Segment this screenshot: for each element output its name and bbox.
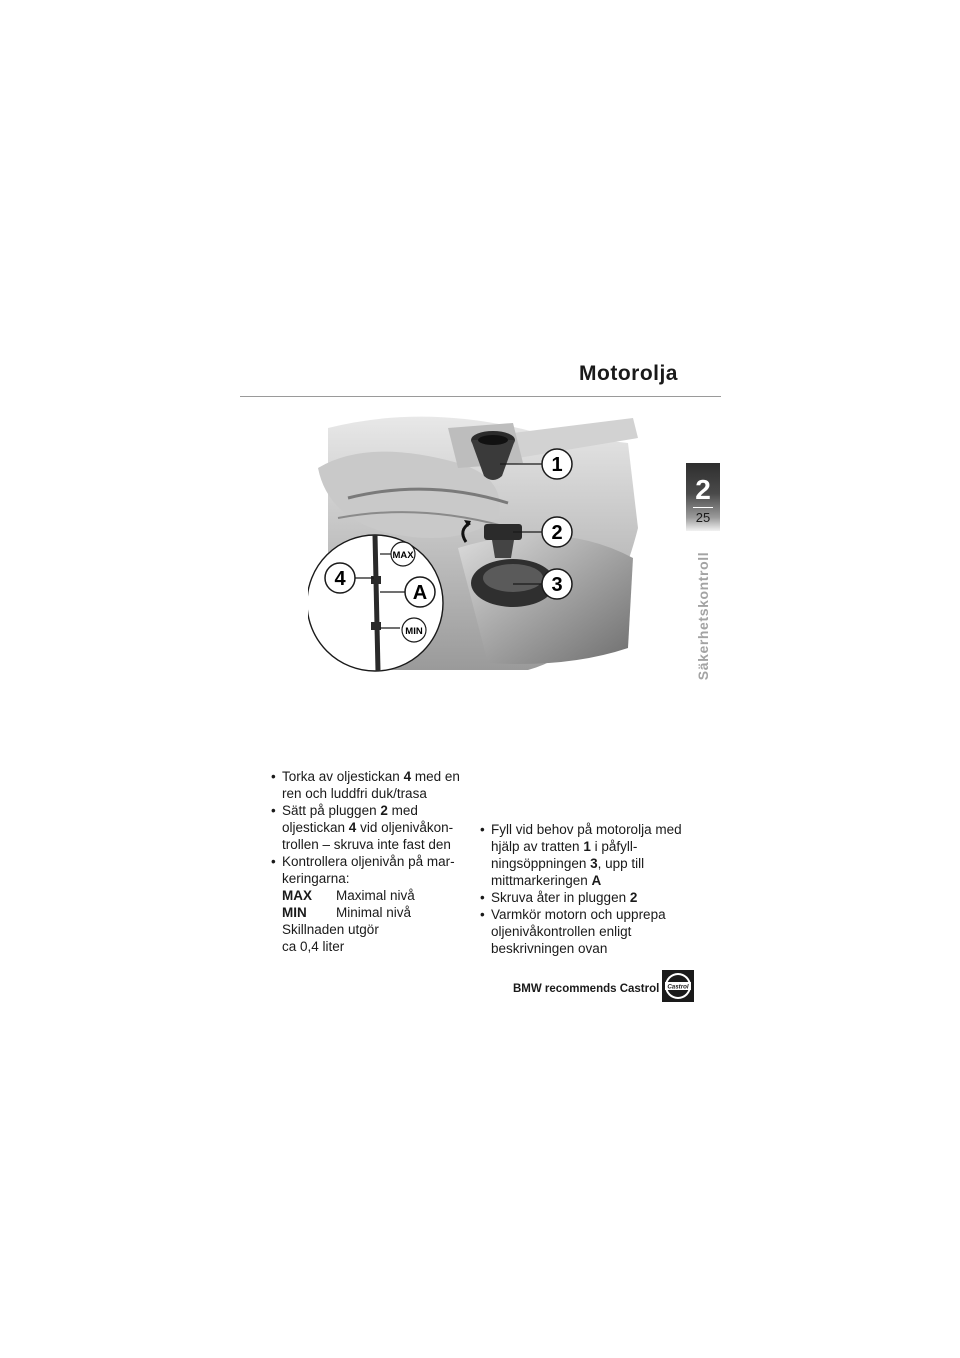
- page-number: 25: [695, 510, 711, 525]
- list-item: • Skruva åter in pluggen 2: [480, 889, 710, 906]
- svg-text:MAX: MAX: [392, 550, 414, 561]
- callout-4: [325, 563, 355, 593]
- max-label: [391, 542, 415, 566]
- note-text: ca 0,4 liter: [282, 939, 345, 954]
- level-max-row: MAX Maximal nivå: [282, 888, 415, 903]
- svg-text:Castrol: Castrol: [667, 983, 690, 991]
- min-label: [402, 618, 426, 642]
- list-item: • Torka av oljestickan 4 med en ren och luddfri duk/trasa: [271, 768, 483, 802]
- callout-a: [405, 577, 435, 607]
- title-divider: [240, 396, 721, 397]
- svg-text:4: 4: [334, 568, 346, 590]
- list-item: • Varmkör motorn och upprepa oljenivåkontrollen enligt beskrivningen ovan: [480, 906, 710, 957]
- note-text: Skillnaden utgör: [282, 922, 379, 937]
- chapter-tab: [686, 463, 720, 531]
- castrol-footer: [513, 970, 694, 1002]
- svg-text:3: 3: [551, 574, 563, 596]
- list-item: • Kontrollera oljenivån på mar-keringarna:: [271, 853, 483, 887]
- footer-text: BMW recommends Castrol: [513, 983, 660, 995]
- list-item: • Fyll vid behov på motorolja med hjälp av tratten 1 i påfyll-ningsöppningen 3, upp till mittmarkeringen A: [480, 821, 710, 889]
- callout-1: [542, 449, 572, 479]
- svg-text:2: 2: [551, 522, 563, 544]
- page-title: Motorolja: [579, 362, 678, 385]
- oil-check-illustration: [308, 408, 643, 680]
- chapter-tab-divider: [693, 507, 713, 508]
- svg-text:MIN: MIN: [405, 626, 423, 637]
- callout-2: [542, 517, 572, 547]
- instructions-right: [480, 821, 710, 957]
- chapter-number: 2: [695, 474, 711, 505]
- callout-3: [542, 569, 572, 599]
- svg-text:A: A: [412, 582, 428, 604]
- svg-text:1: 1: [551, 454, 563, 476]
- castrol-logo-icon: [662, 970, 694, 1002]
- list-item: • Sätt på pluggen 2 med oljestickan 4 vid oljenivåkon-trollen – skruva inte fast den: [271, 802, 483, 853]
- instructions-left: [271, 768, 483, 955]
- section-label: Säkerhetskontroll: [695, 551, 711, 681]
- level-min-row: MIN Minimal nivå: [282, 905, 412, 920]
